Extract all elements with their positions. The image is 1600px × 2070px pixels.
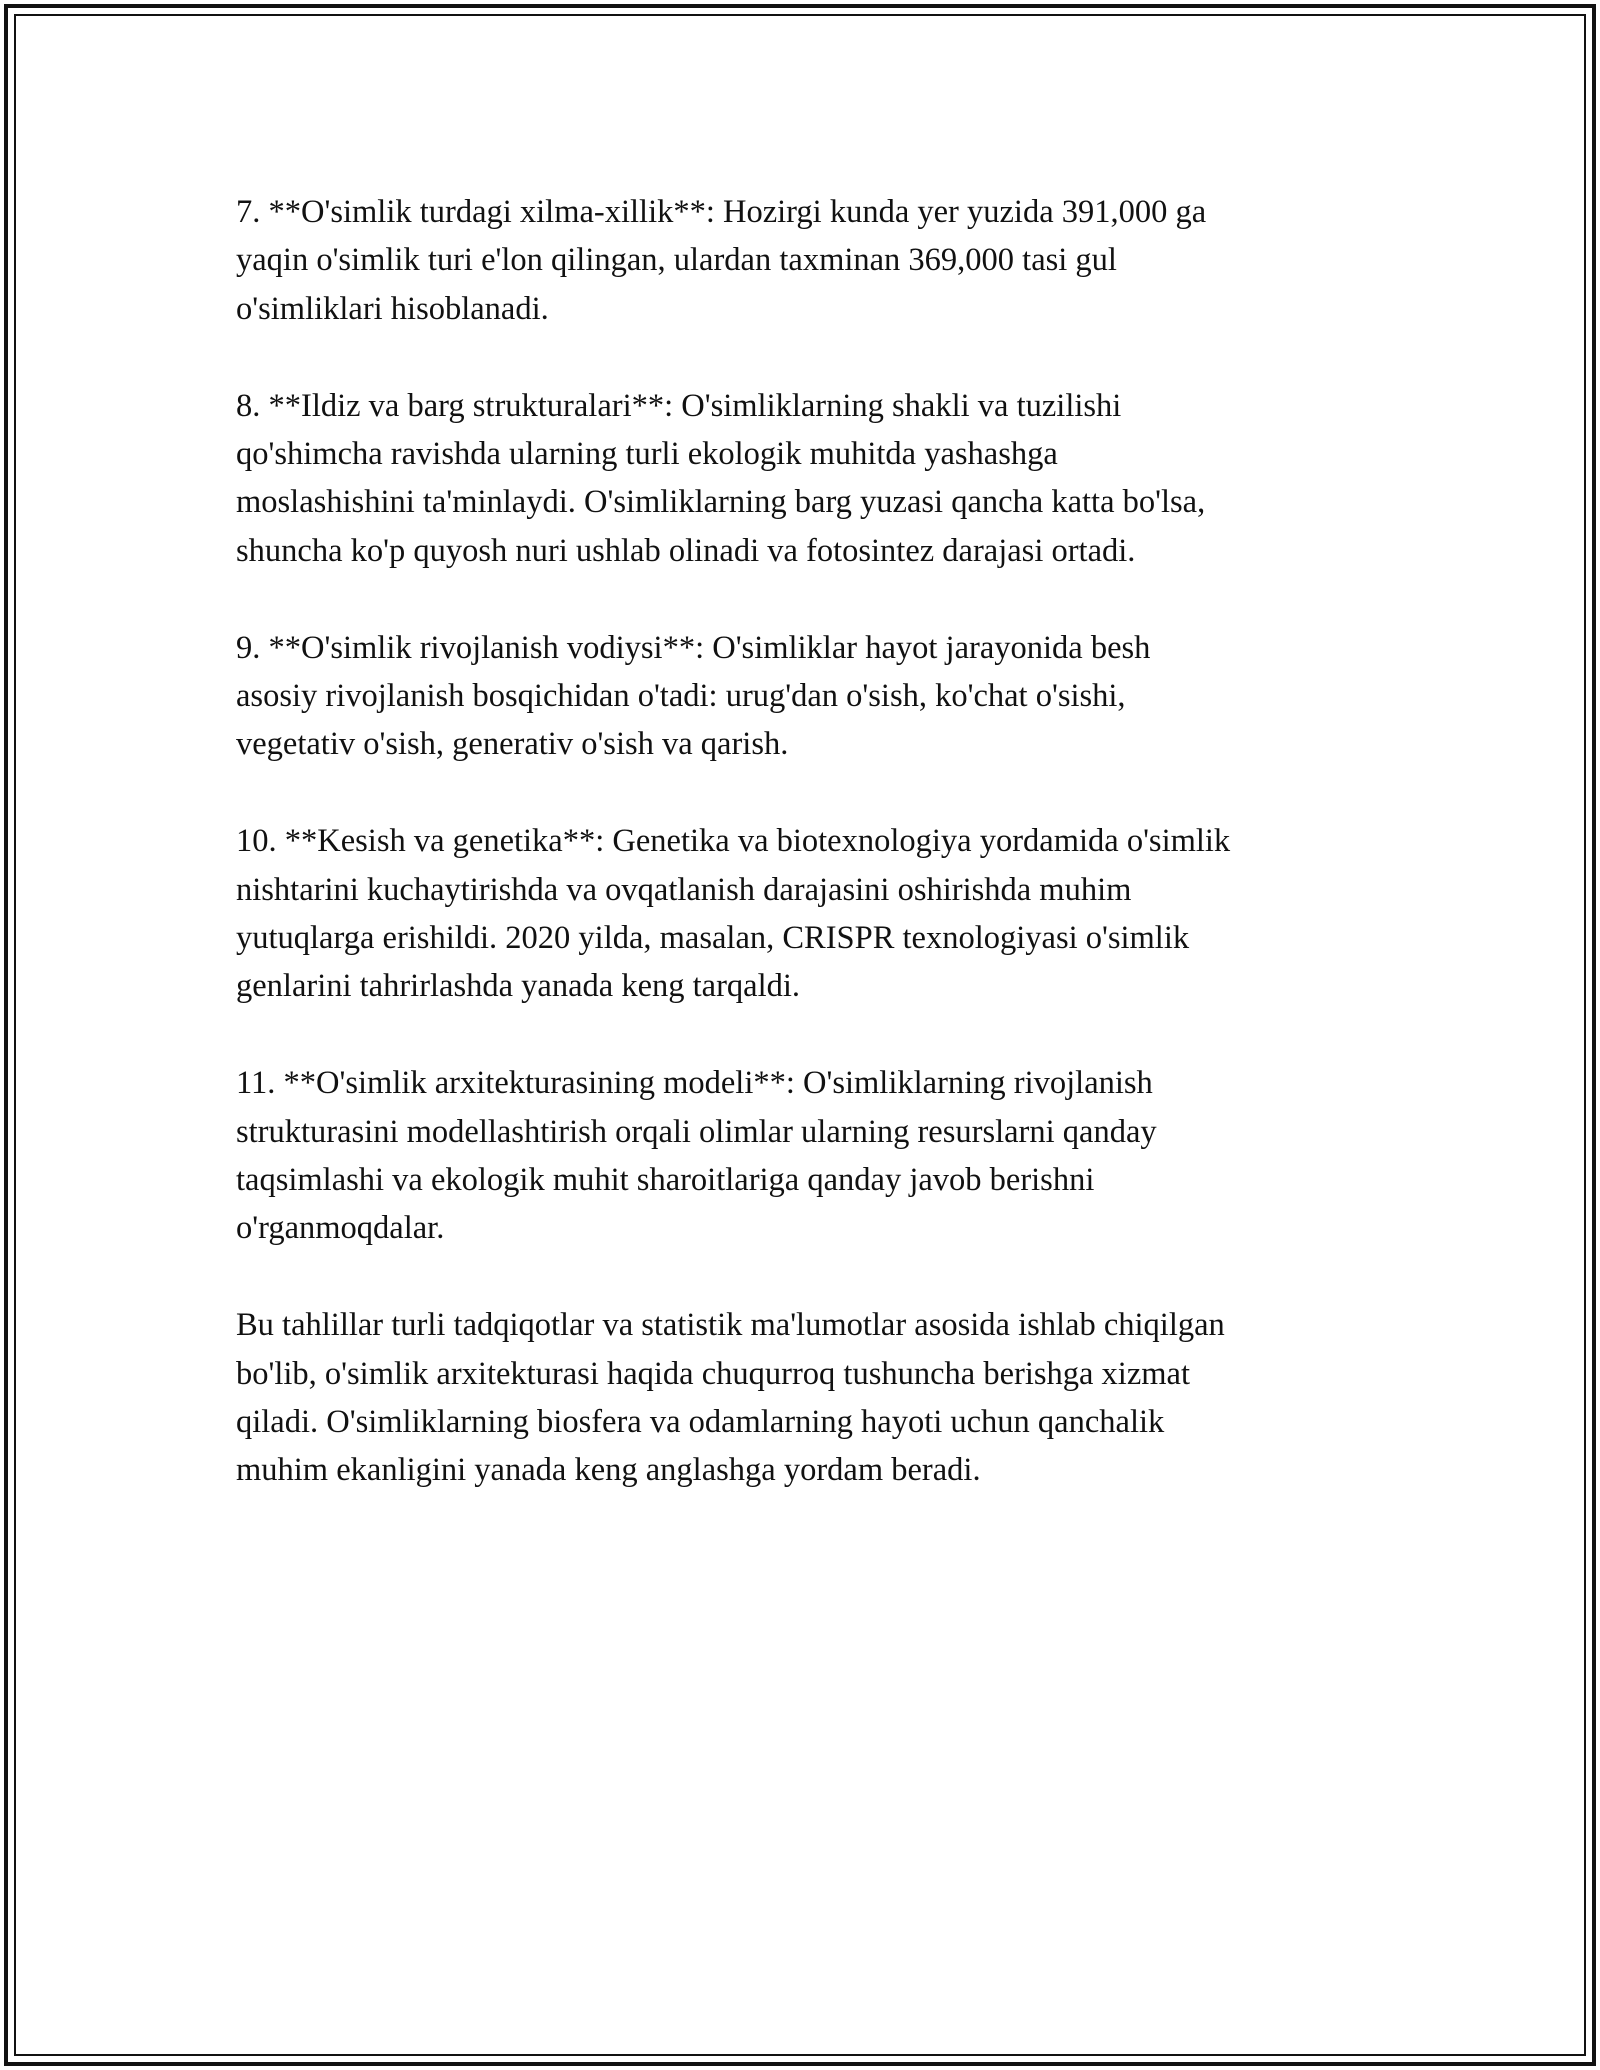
- paragraph-conclusion: Bu tahlillar turli tadqiqotlar va statistik ma'lumotlar asosida ishlab chiqilgan bo'lib, o'simlik arxitekturasi haqida chuqurroq tushuncha berishga xizmat qiladi. O'simliklarning biosfera va odamlarning hayoti uchun qanchalik muhim ekanligini yanada keng anglashga yordam beradi.: [236, 1307, 1225, 1489]
- paragraph-7-plant-species-diversity: 7. **O'simlik turdagi xilma-xillik**: Hozirgi kunda yer yuzida 391,000 ga yaqin o'simlik turi e'lon qilingan, ulardan taxminan 369,000 tasi gul o'simliklari hisoblanadi.: [236, 194, 1207, 327]
- paragraph-8-root-and-leaf-structures: 8. **Ildiz va barg strukturalari**: O'simliklarning shakli va tuzilishi qo'shimcha ravishda ularning turli ekologik muhitda yashashga moslashishini ta'minlaydi. O'simliklarning barg yuzasi qancha katta bo'lsa, shuncha ko'p quyosh nuri ushlab olinadi va fotosintez darajasi ortadi.: [236, 387, 1206, 569]
- paragraph-9-plant-development-stages: 9. **O'simlik rivojlanish vodiysi**: O'simliklar hayot jarayonida besh asosiy rivojlanish bosqichidan o'tadi: urug'dan o'sish, ko'chat o'sishi, vegetativ o'sish, generativ o'sish va qarish.: [236, 629, 1151, 763]
- document-body: [236, 188, 1376, 1543]
- paragraph-10-breeding-and-genetics: 10. **Kesish va genetika**: Genetika va biotexnologiya yordamida o'simlik nishtarini kuchaytirishda va ovqatlanish darajasini oshirishda muhim yutuqlarga erishildi. 2020 yilda, masalan, CRISPR texnologiyasi o'simlik genlarini tahrirlashda yanada keng tarqaldi.: [236, 823, 1231, 1005]
- paragraph-11-plant-architecture-model: 11. **O'simlik arxitekturasining modeli**: O'simliklarning rivojlanish strukturasini modellashtirish orqali olimlar ularning resurslarni qanday taqsimlashi va ekologik muhit sharoitlariga qanday javob berishni o'rganmoqdalar.: [236, 1065, 1157, 1247]
